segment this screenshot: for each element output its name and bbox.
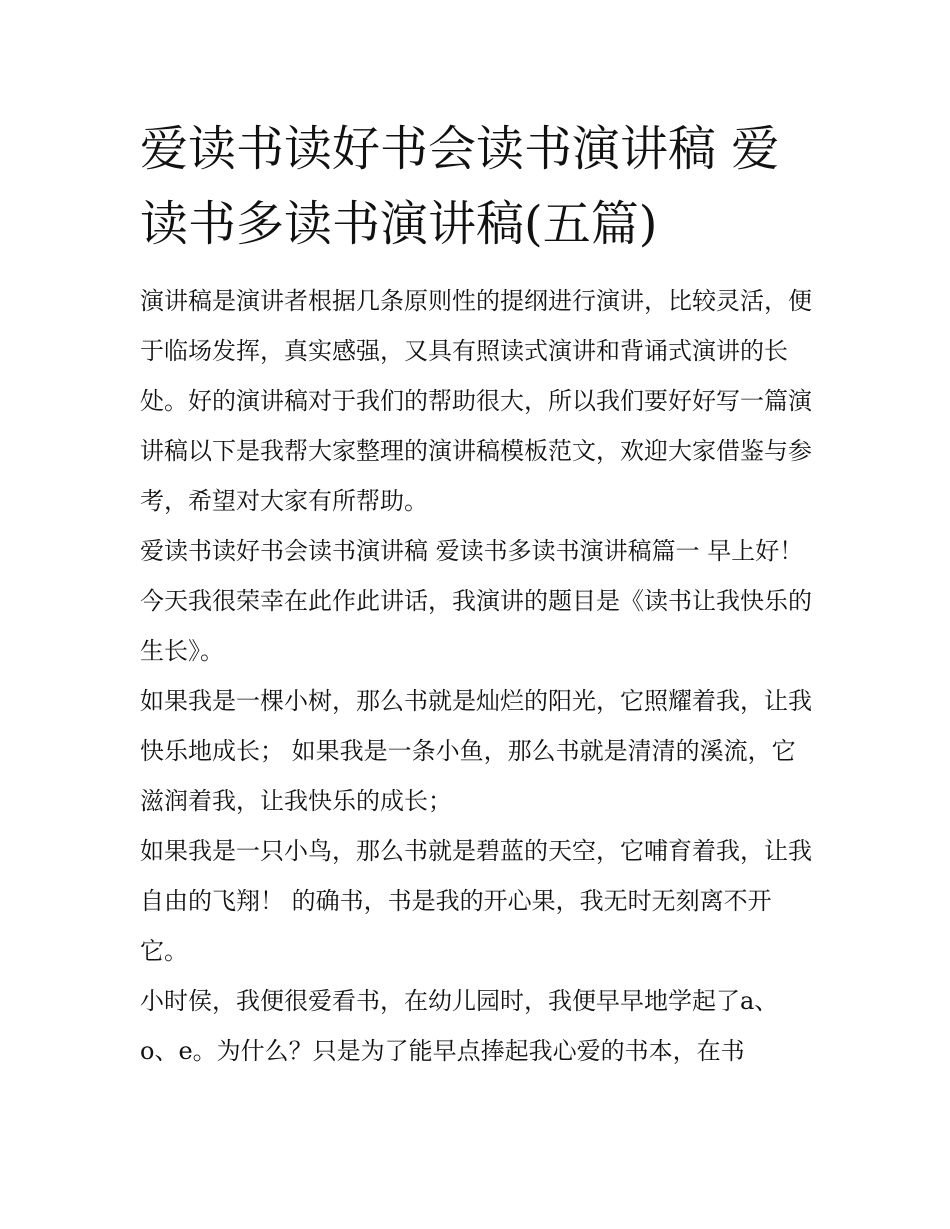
document-title: 爱读书读好书会读书演讲稿 爱读书多读书演讲稿(五篇) (140, 121, 780, 252)
paragraph-intro: 演讲稿是演讲者根据几条原则性的提纲进行演讲，比较灵活，便于临场发挥，真实感强，又具有照读式演讲和背诵式演讲的长处。好的演讲稿对于我们的帮助很大，所以我们要好好写一篇演讲稿以下是我帮大家整理的演讲稿模板范文，欢迎大家借鉴与参考，希望对大家有所帮助。 (140, 287, 812, 515)
document-body (140, 276, 815, 1076)
paragraph-childhood: 小时侯，我便很爱看书，在幼儿园时，我便早早地学起了a、o、e。为什么？只是为了能早点捧起我心爱的书本，在书 (140, 987, 779, 1065)
paragraph-opening: 爱读书读好书会读书演讲稿 爱读书多读书演讲稿篇一 早上好！今天我很荣幸在此作此讲话，我演讲的题目是《读书让我快乐的生长》。 (140, 537, 812, 665)
paragraph-tree-fish: 如果我是一棵小树，那么书就是灿烂的阳光，它照耀着我，让我快乐地成长； 如果我是一条小鱼，那么书就是清清的溪流，它滋润着我，让我快乐的成长； (140, 687, 812, 815)
paragraph-bird: 如果我是一只小鸟，那么书就是碧蓝的天空，它哺育着我，让我自由的飞翔！ 的确书，书是我的开心果，我无时无刻离不开它。 (140, 837, 812, 965)
